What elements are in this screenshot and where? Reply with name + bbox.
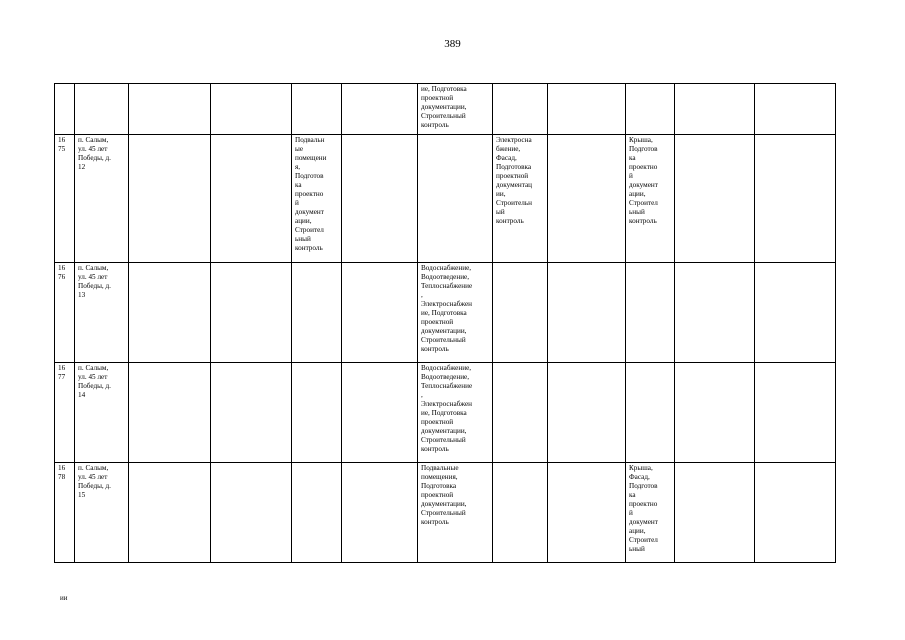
work-cell xyxy=(418,135,493,263)
work-cell xyxy=(129,135,211,263)
work-cell: ие, Подготовка проектной документации, Строительный контроль xyxy=(418,84,493,135)
address-cell xyxy=(75,84,129,135)
address-cell: п. Салым, ул. 45 лет Победы, д. 12 xyxy=(75,135,129,263)
work-cell xyxy=(129,84,211,135)
work-cell xyxy=(292,263,342,363)
work-cell xyxy=(211,363,292,463)
work-cell xyxy=(292,363,342,463)
work-cell xyxy=(675,463,755,563)
work-cell xyxy=(675,135,755,263)
work-cell: Подвальные помещения, Подготовка проектной документации, Строительный контроль xyxy=(418,463,493,563)
work-cell xyxy=(755,135,836,263)
work-cell: Подвальн ые помещени я, Подготов ка проектно й документ ации, Строител ьный контроль xyxy=(292,135,342,263)
work-cell xyxy=(342,84,418,135)
work-cell xyxy=(626,263,675,363)
work-cell xyxy=(548,84,626,135)
work-cell xyxy=(211,463,292,563)
work-cell xyxy=(292,463,342,563)
work-cell xyxy=(342,363,418,463)
work-cell: Водоснабжение, Водоотведение, Теплоснабжение , Электроснабжен ие, Подготовка проектной документации, Строительный контроль xyxy=(418,363,493,463)
address-cell: п. Салым, ул. 45 лет Победы, д. 13 xyxy=(75,263,129,363)
address-cell: п. Салым, ул. 45 лет Победы, д. 15 xyxy=(75,463,129,563)
work-cell: Электросна бжение, Фасад, Подготовка проектной документац ии, Строительн ый контроль xyxy=(493,135,548,263)
work-cell xyxy=(342,463,418,563)
work-cell xyxy=(292,84,342,135)
row-number-cell: 16 76 xyxy=(55,263,75,363)
work-cell xyxy=(342,263,418,363)
work-cell xyxy=(675,263,755,363)
footer-mark: ии xyxy=(60,594,68,602)
table-row xyxy=(55,84,836,135)
work-cell xyxy=(755,363,836,463)
work-cell xyxy=(548,263,626,363)
repair-schedule-table xyxy=(54,83,836,563)
work-cell xyxy=(342,135,418,263)
table-row xyxy=(55,463,836,563)
work-cell xyxy=(493,263,548,363)
work-cell xyxy=(675,363,755,463)
table-row xyxy=(55,363,836,463)
work-cell xyxy=(626,84,675,135)
row-number-cell: 16 78 xyxy=(55,463,75,563)
work-cell xyxy=(129,263,211,363)
work-cell: Водоснабжение, Водоотведение, Теплоснабжение , Электроснабжен ие, Подготовка проектной документации, Строительный контроль xyxy=(418,263,493,363)
table-row xyxy=(55,263,836,363)
work-cell xyxy=(548,463,626,563)
work-cell xyxy=(755,84,836,135)
work-cell xyxy=(755,463,836,563)
work-cell: Крыша, Подготов ка проектно й документ ации, Строител ьный контроль xyxy=(626,135,675,263)
work-cell xyxy=(211,263,292,363)
work-cell xyxy=(755,263,836,363)
work-cell xyxy=(493,363,548,463)
work-cell xyxy=(211,84,292,135)
row-number-cell xyxy=(55,84,75,135)
work-cell xyxy=(548,135,626,263)
work-cell xyxy=(675,84,755,135)
table-row xyxy=(55,135,836,263)
work-cell xyxy=(129,463,211,563)
work-cell: Крыша, Фасад, Подготов ка проектно й документ ации, Строител ьный xyxy=(626,463,675,563)
work-cell xyxy=(493,463,548,563)
page-number: 389 xyxy=(444,38,461,50)
address-cell: п. Салым, ул. 45 лет Победы, д. 14 xyxy=(75,363,129,463)
row-number-cell: 16 75 xyxy=(55,135,75,263)
row-number-cell: 16 77 xyxy=(55,363,75,463)
work-cell xyxy=(493,84,548,135)
work-cell xyxy=(548,363,626,463)
work-cell xyxy=(129,363,211,463)
work-cell xyxy=(211,135,292,263)
work-cell xyxy=(626,363,675,463)
